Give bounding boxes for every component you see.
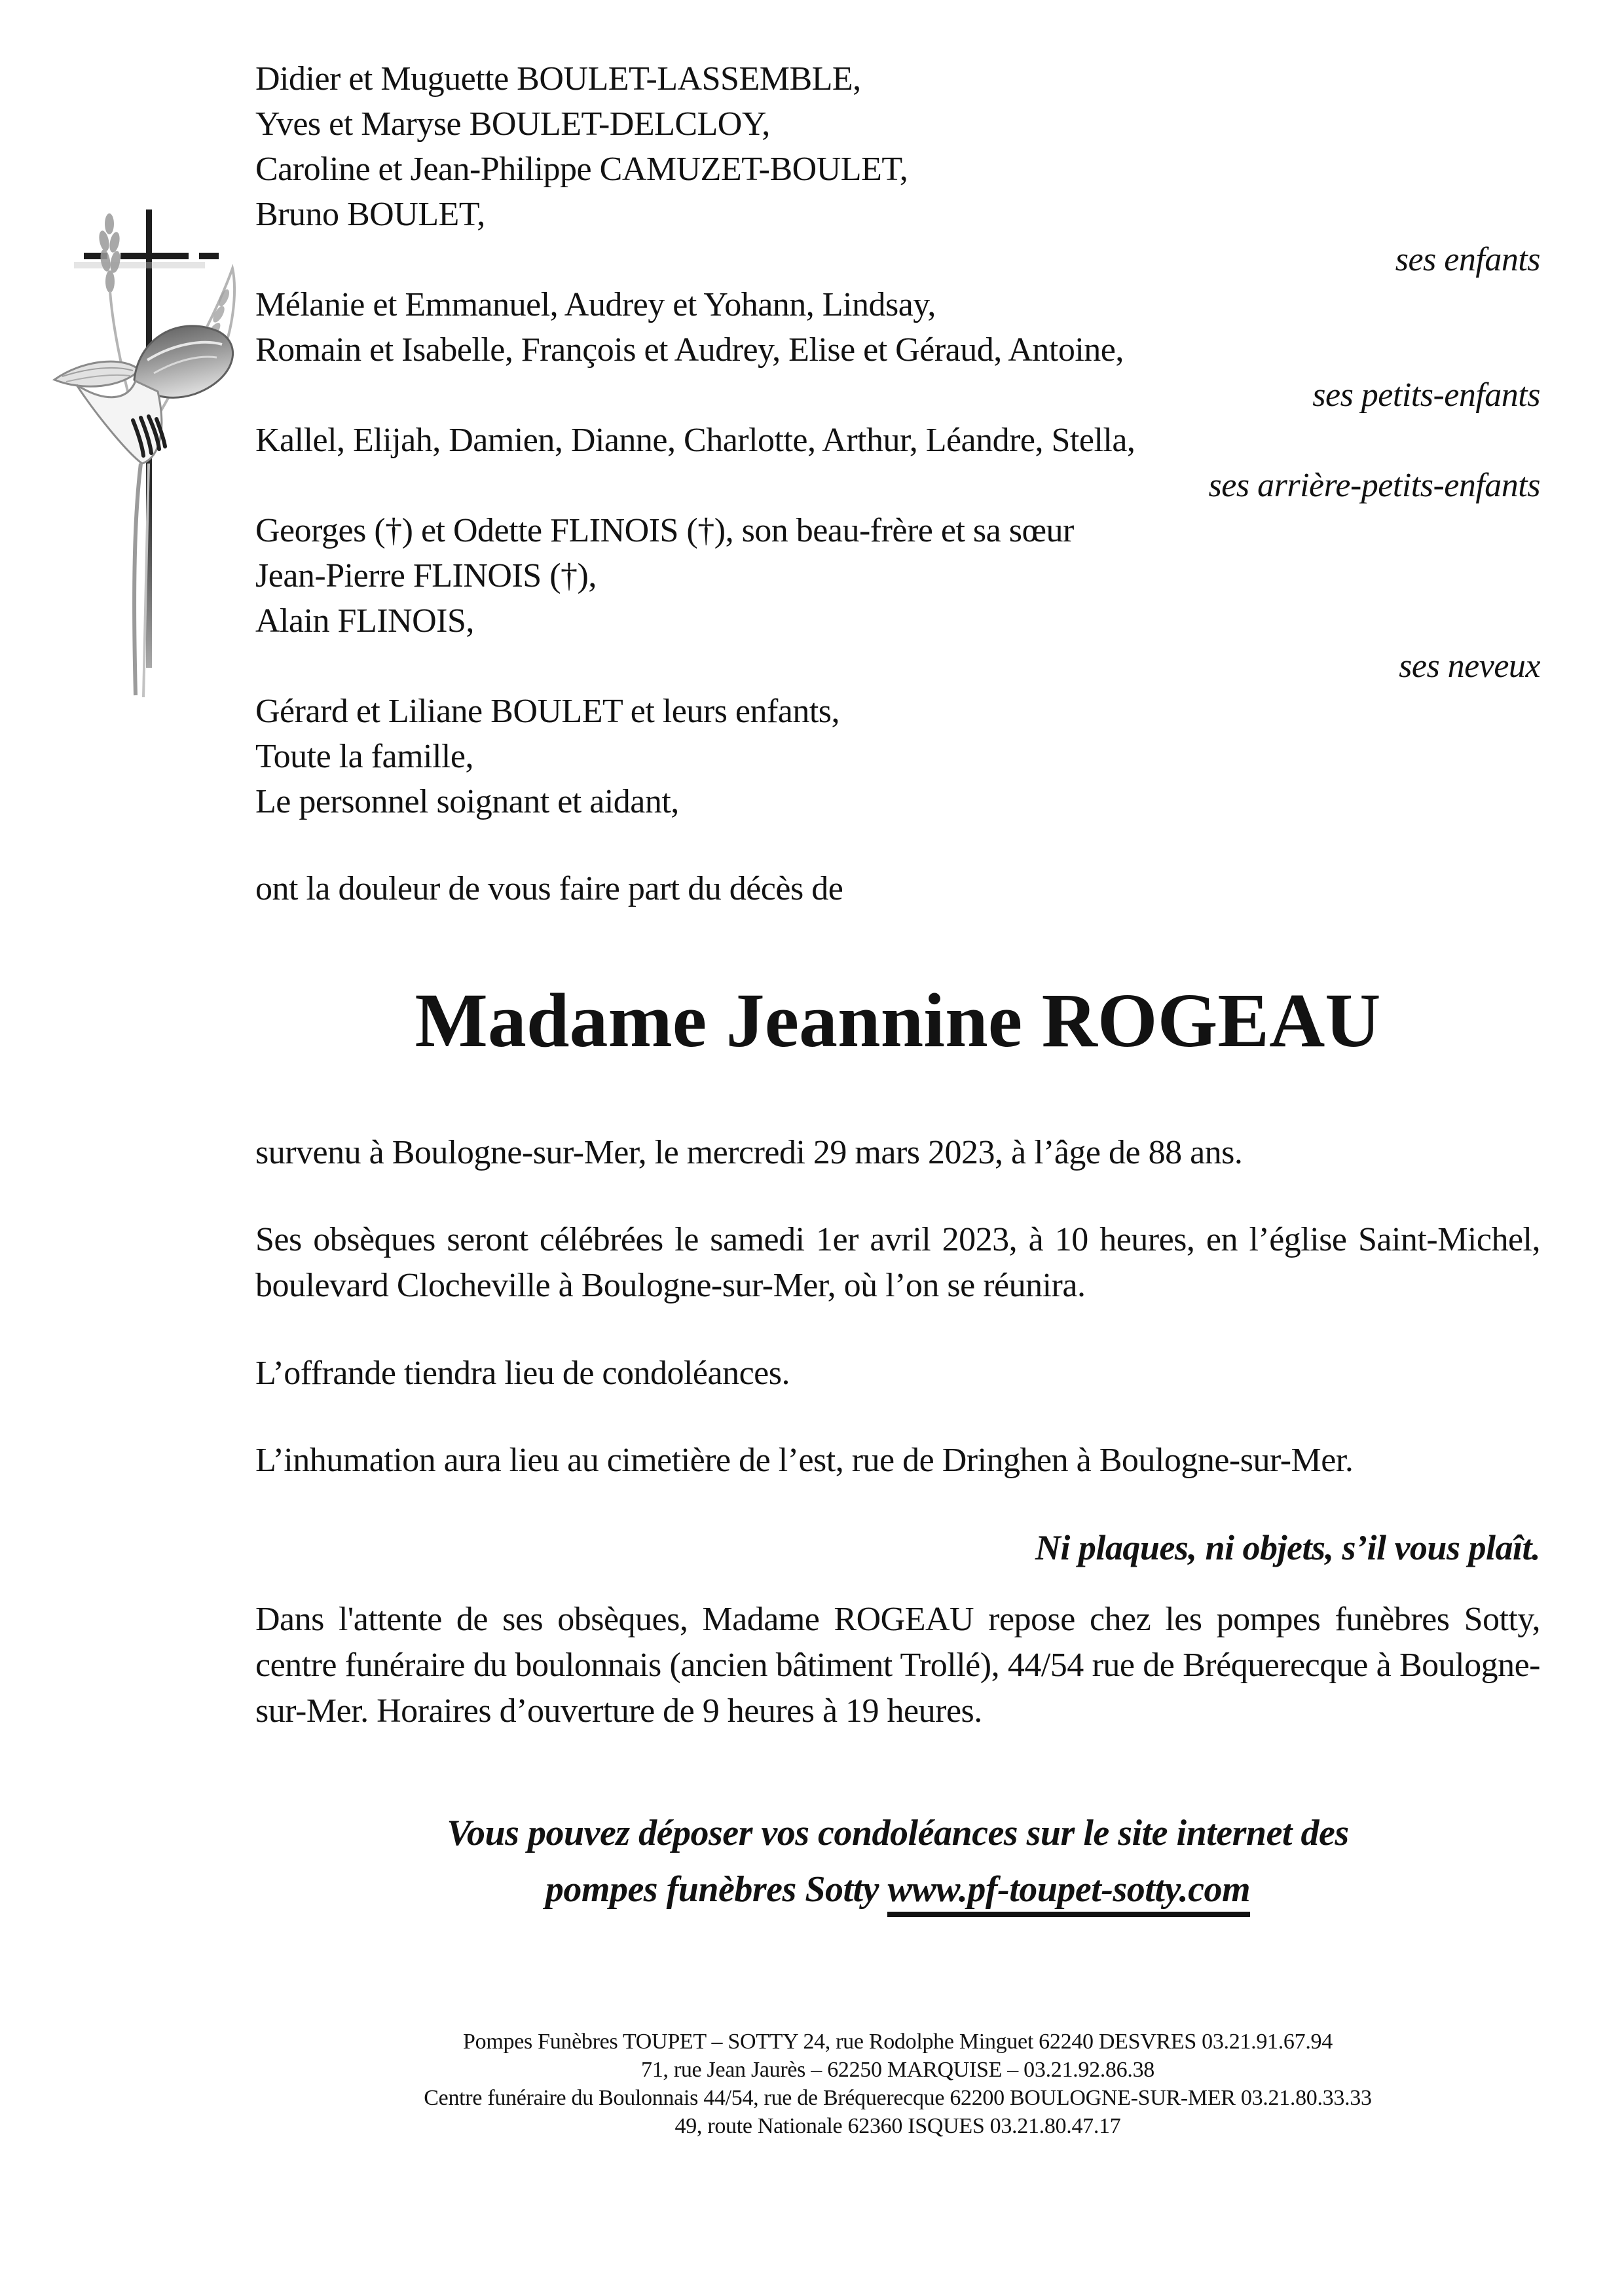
spacer — [255, 1483, 1540, 1525]
spacer — [255, 1734, 1540, 1805]
nephews-relation-label: ses neveux — [1399, 647, 1540, 685]
family-line: Gérard et Liliane BOULET et leurs enfants, — [255, 693, 840, 730]
repose-paragraph: Dans l'attente de ses obsèques, Madame ROGEAU repose chez les pompes funèbres Sotty, centre funéraire du boulonnais (ancien bâtiment Trollé), 44/54 rue de Bréquerecque à Boulogne-sur-Mer. Horaires d’ouverture de 9 heures à 19 heures. — [255, 1601, 1540, 1730]
in-laws-line: Georges (†) et Odette FLINOIS (†), son beau-frère et sa sœur — [255, 512, 1074, 549]
spacer — [255, 1309, 1540, 1351]
condolences-url: www.pf-toupet-sotty.com — [887, 1870, 1250, 1917]
funeral-details-paragraph: Ses obsèques seront célébrées le samedi 1er avril 2023, à 10 heures, en l’église Saint-Michel, boulevard Clocheville à Boulogne-sur-Mer, où l’on se réunira. — [255, 1221, 1540, 1304]
announcement-text: ont la douleur de vous faire part du décès de — [255, 870, 843, 907]
in-laws-line: Jean-Pierre FLINOIS (†), — [255, 557, 597, 594]
children-line: Didier et Muguette BOULET-LASSEMBLE, — [255, 60, 861, 98]
children-line: Yves et Maryse BOULET-DELCLOY, — [255, 105, 770, 143]
death-details-text: survenu à Boulogne-sur-Mer, le mercredi 29 mars 2023, à l’âge de 88 ans. — [255, 1134, 1243, 1171]
burial-text: L’inhumation aura lieu au cimetière de l’est, rue de Dringhen à Boulogne-sur-Mer. — [255, 1442, 1354, 1479]
children-relation-label: ses enfants — [1395, 241, 1540, 278]
spacer — [255, 1175, 1540, 1217]
spacer — [255, 1571, 1540, 1597]
crossbar-shadow — [74, 262, 205, 268]
grandchildren-relation-label: ses petits-enfants — [1312, 376, 1540, 414]
spacer — [255, 911, 1540, 972]
deceased-name-title: Madame Jeannine ROGEAU — [415, 977, 1381, 1063]
in-laws-line: Alain FLINOIS, — [255, 602, 474, 640]
footer-line: 49, route Nationale 62360 ISQUES 03.21.80.47.17 — [674, 2114, 1121, 2138]
notice-text-column — [255, 56, 1540, 2140]
children-line: Caroline et Jean-Philippe CAMUZET-BOULET, — [255, 151, 908, 188]
footer-line: 71, rue Jean Jaurès – 62250 MARQUISE – 03.21.92.86.38 — [641, 2058, 1154, 2082]
offering-text: L’offrande tiendra lieu de condoléances. — [255, 1355, 790, 1392]
children-line: Bruno BOULET, — [255, 196, 485, 233]
cross-lily-artwork — [36, 164, 239, 714]
calla-lily — [54, 326, 233, 697]
spacer — [255, 824, 1540, 866]
spacer — [255, 1070, 1540, 1130]
spacer — [255, 1396, 1540, 1438]
great-grandchildren-relation-label: ses arrière-petits-enfants — [1208, 467, 1540, 504]
condolences-note-line2 — [255, 1861, 1540, 1918]
family-line: Le personnel soignant et aidant, — [255, 783, 679, 820]
no-plaques-request: Ni plaques, ni objets, s’il vous plaît. — [1035, 1528, 1540, 1567]
great-grandchildren-line: Kallel, Elijah, Damien, Dianne, Charlotte, Arthur, Léandre, Stella, — [255, 422, 1135, 459]
grandchildren-line: Romain et Isabelle, François et Audrey, Elise et Géraud, Antoine, — [255, 331, 1124, 369]
family-line: Toute la famille, — [255, 738, 473, 775]
footer-line: Pompes Funèbres TOUPET – SOTTY 24, rue Rodolphe Minguet 62240 DESVRES 03.21.91.67.94 — [463, 2030, 1333, 2054]
condolences-note-line1: Vous pouvez déposer vos condoléances sur le site internet des — [447, 1813, 1349, 1853]
condolences-prefix: pompes funèbres Sotty — [545, 1869, 888, 1910]
grandchildren-line: Mélanie et Emmanuel, Audrey et Yohann, Lindsay, — [255, 286, 936, 323]
footer-line: Centre funéraire du Boulonnais 44/54, rue de Bréquerecque 62200 BOULOGNE-SUR-MER 03.21.80.33.33 — [424, 2086, 1372, 2110]
spacer — [255, 1918, 1540, 2028]
